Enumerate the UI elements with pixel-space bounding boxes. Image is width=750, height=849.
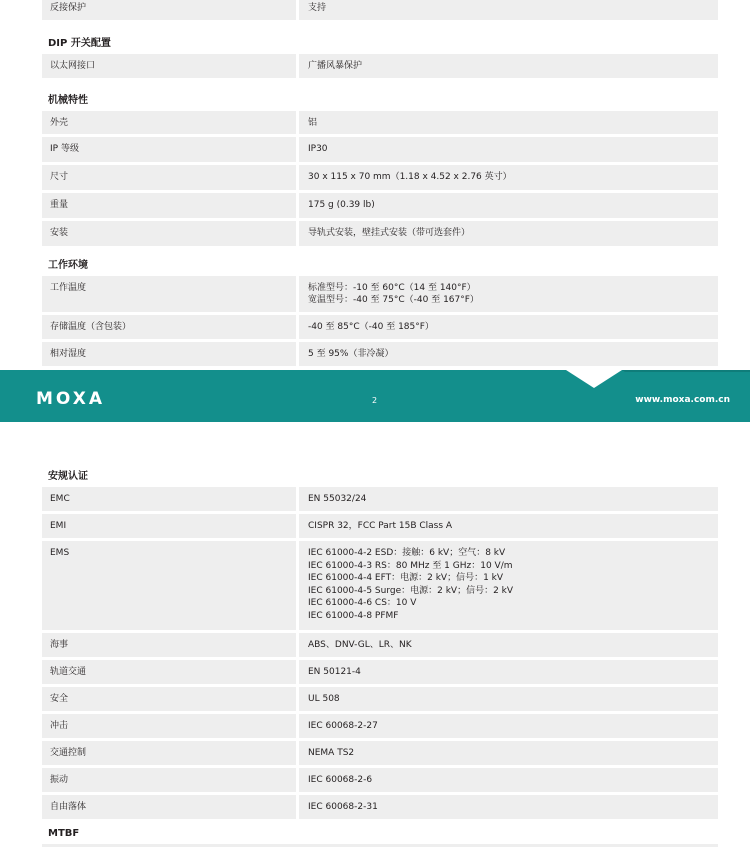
spec-row bbox=[42, 741, 718, 765]
spec-row bbox=[42, 111, 718, 134]
spec-value: IEC 61000-4-2 ESD：接触：6 kV；空气：8 kV IEC 61000-4-3 RS：80 MHz 至 1 GHz：10 V/m IEC 61000-4-4 EFT：电源：2 kV；信号：1 kV IEC 61000-4-5 Surge：电源：2 kV；信号：2 kV IEC 61000-4-6 CS：10 V IEC 61000-4-8 PFMF bbox=[299, 541, 718, 630]
spec-row bbox=[42, 714, 718, 738]
spec-value: 广播风暴保护 bbox=[299, 54, 718, 78]
spec-value: IEC 60068-2-6 bbox=[299, 768, 718, 792]
spec-key: 振动 bbox=[42, 768, 296, 792]
spec-key: 重量 bbox=[42, 193, 296, 218]
spec-row bbox=[42, 660, 718, 684]
spec-value: ABS、DNV-GL、LR、NK bbox=[299, 633, 718, 657]
spec-value: EN 55032/24 bbox=[299, 487, 718, 511]
spec-row bbox=[42, 315, 718, 339]
spec-row bbox=[42, 768, 718, 792]
spec-key: 轨道交通 bbox=[42, 660, 296, 684]
spec-value: 30 x 115 x 70 mm（1.18 x 4.52 x 2.76 英寸） bbox=[299, 165, 718, 190]
spec-row bbox=[42, 342, 718, 366]
footer-url: www.moxa.com.cn bbox=[635, 395, 730, 405]
spec-row bbox=[42, 514, 718, 538]
spec-key: EMS bbox=[42, 541, 296, 630]
section-title-dip: DIP 开关配置 bbox=[48, 38, 111, 49]
spec-row bbox=[42, 193, 718, 218]
spec-key: 反接保护 bbox=[42, 0, 296, 20]
spec-key: 冲击 bbox=[42, 714, 296, 738]
spec-key: 尺寸 bbox=[42, 165, 296, 190]
spec-value: NEMA TS2 bbox=[299, 741, 718, 765]
spec-lower bbox=[42, 460, 718, 847]
spec-value: 175 g (0.39 lb) bbox=[299, 193, 718, 218]
spec-key: EMI bbox=[42, 514, 296, 538]
spec-value: -40 至 85°C（-40 至 185°F） bbox=[299, 315, 718, 339]
spec-row bbox=[42, 795, 718, 819]
spec-value: IEC 60068-2-31 bbox=[299, 795, 718, 819]
spec-key: 交通控制 bbox=[42, 741, 296, 765]
spec-row bbox=[42, 54, 718, 78]
section-title-certification: 安规认证 bbox=[48, 471, 88, 482]
spec-key: 存储温度（含包装） bbox=[42, 315, 296, 339]
spec-row bbox=[42, 687, 718, 711]
spec-row bbox=[42, 487, 718, 511]
spec-key: EMC bbox=[42, 487, 296, 511]
spec-value: 导轨式安装，壁挂式安装（带可选套件） bbox=[299, 221, 718, 246]
spec-row bbox=[42, 221, 718, 246]
spec-value: IEC 60068-2-27 bbox=[299, 714, 718, 738]
spec-row bbox=[42, 0, 718, 20]
spec-key: 以太网接口 bbox=[42, 54, 296, 78]
spec-value: UL 508 bbox=[299, 687, 718, 711]
section-title-environment: 工作环境 bbox=[48, 260, 88, 271]
spec-value: 标准型号：-10 至 60°C（14 至 140°F） 宽温型号：-40 至 75°C（-40 至 167°F） bbox=[299, 276, 718, 312]
spec-row bbox=[42, 165, 718, 190]
spec-value: 支持 bbox=[299, 0, 718, 20]
spec-key: IP 等级 bbox=[42, 137, 296, 162]
spec-value: EN 50121-4 bbox=[299, 660, 718, 684]
spec-key: 安装 bbox=[42, 221, 296, 246]
spec-key: 工作温度 bbox=[42, 276, 296, 312]
spec-row bbox=[42, 541, 718, 630]
spec-key: 海事 bbox=[42, 633, 296, 657]
section-title-mechanical: 机械特性 bbox=[48, 95, 88, 106]
spec-key: 外壳 bbox=[42, 111, 296, 134]
spec-upper bbox=[42, 0, 718, 369]
spec-value: 5 至 95%（非冷凝） bbox=[299, 342, 718, 366]
spec-row bbox=[42, 276, 718, 312]
spec-key: 相对湿度 bbox=[42, 342, 296, 366]
moxa-logo: MOXA bbox=[36, 389, 106, 409]
spec-row bbox=[42, 137, 718, 162]
spec-key: 安全 bbox=[42, 687, 296, 711]
spec-key: 自由落体 bbox=[42, 795, 296, 819]
spec-value: 铝 bbox=[299, 111, 718, 134]
spec-value: IP30 bbox=[299, 137, 718, 162]
spec-row bbox=[42, 633, 718, 657]
section-title-mtbf: MTBF bbox=[48, 828, 80, 839]
mtbf-row-edge bbox=[42, 844, 718, 847]
page-number: 2 bbox=[372, 396, 378, 405]
spec-value: CISPR 32，FCC Part 15B Class A bbox=[299, 514, 718, 538]
footer-banner bbox=[0, 370, 750, 422]
